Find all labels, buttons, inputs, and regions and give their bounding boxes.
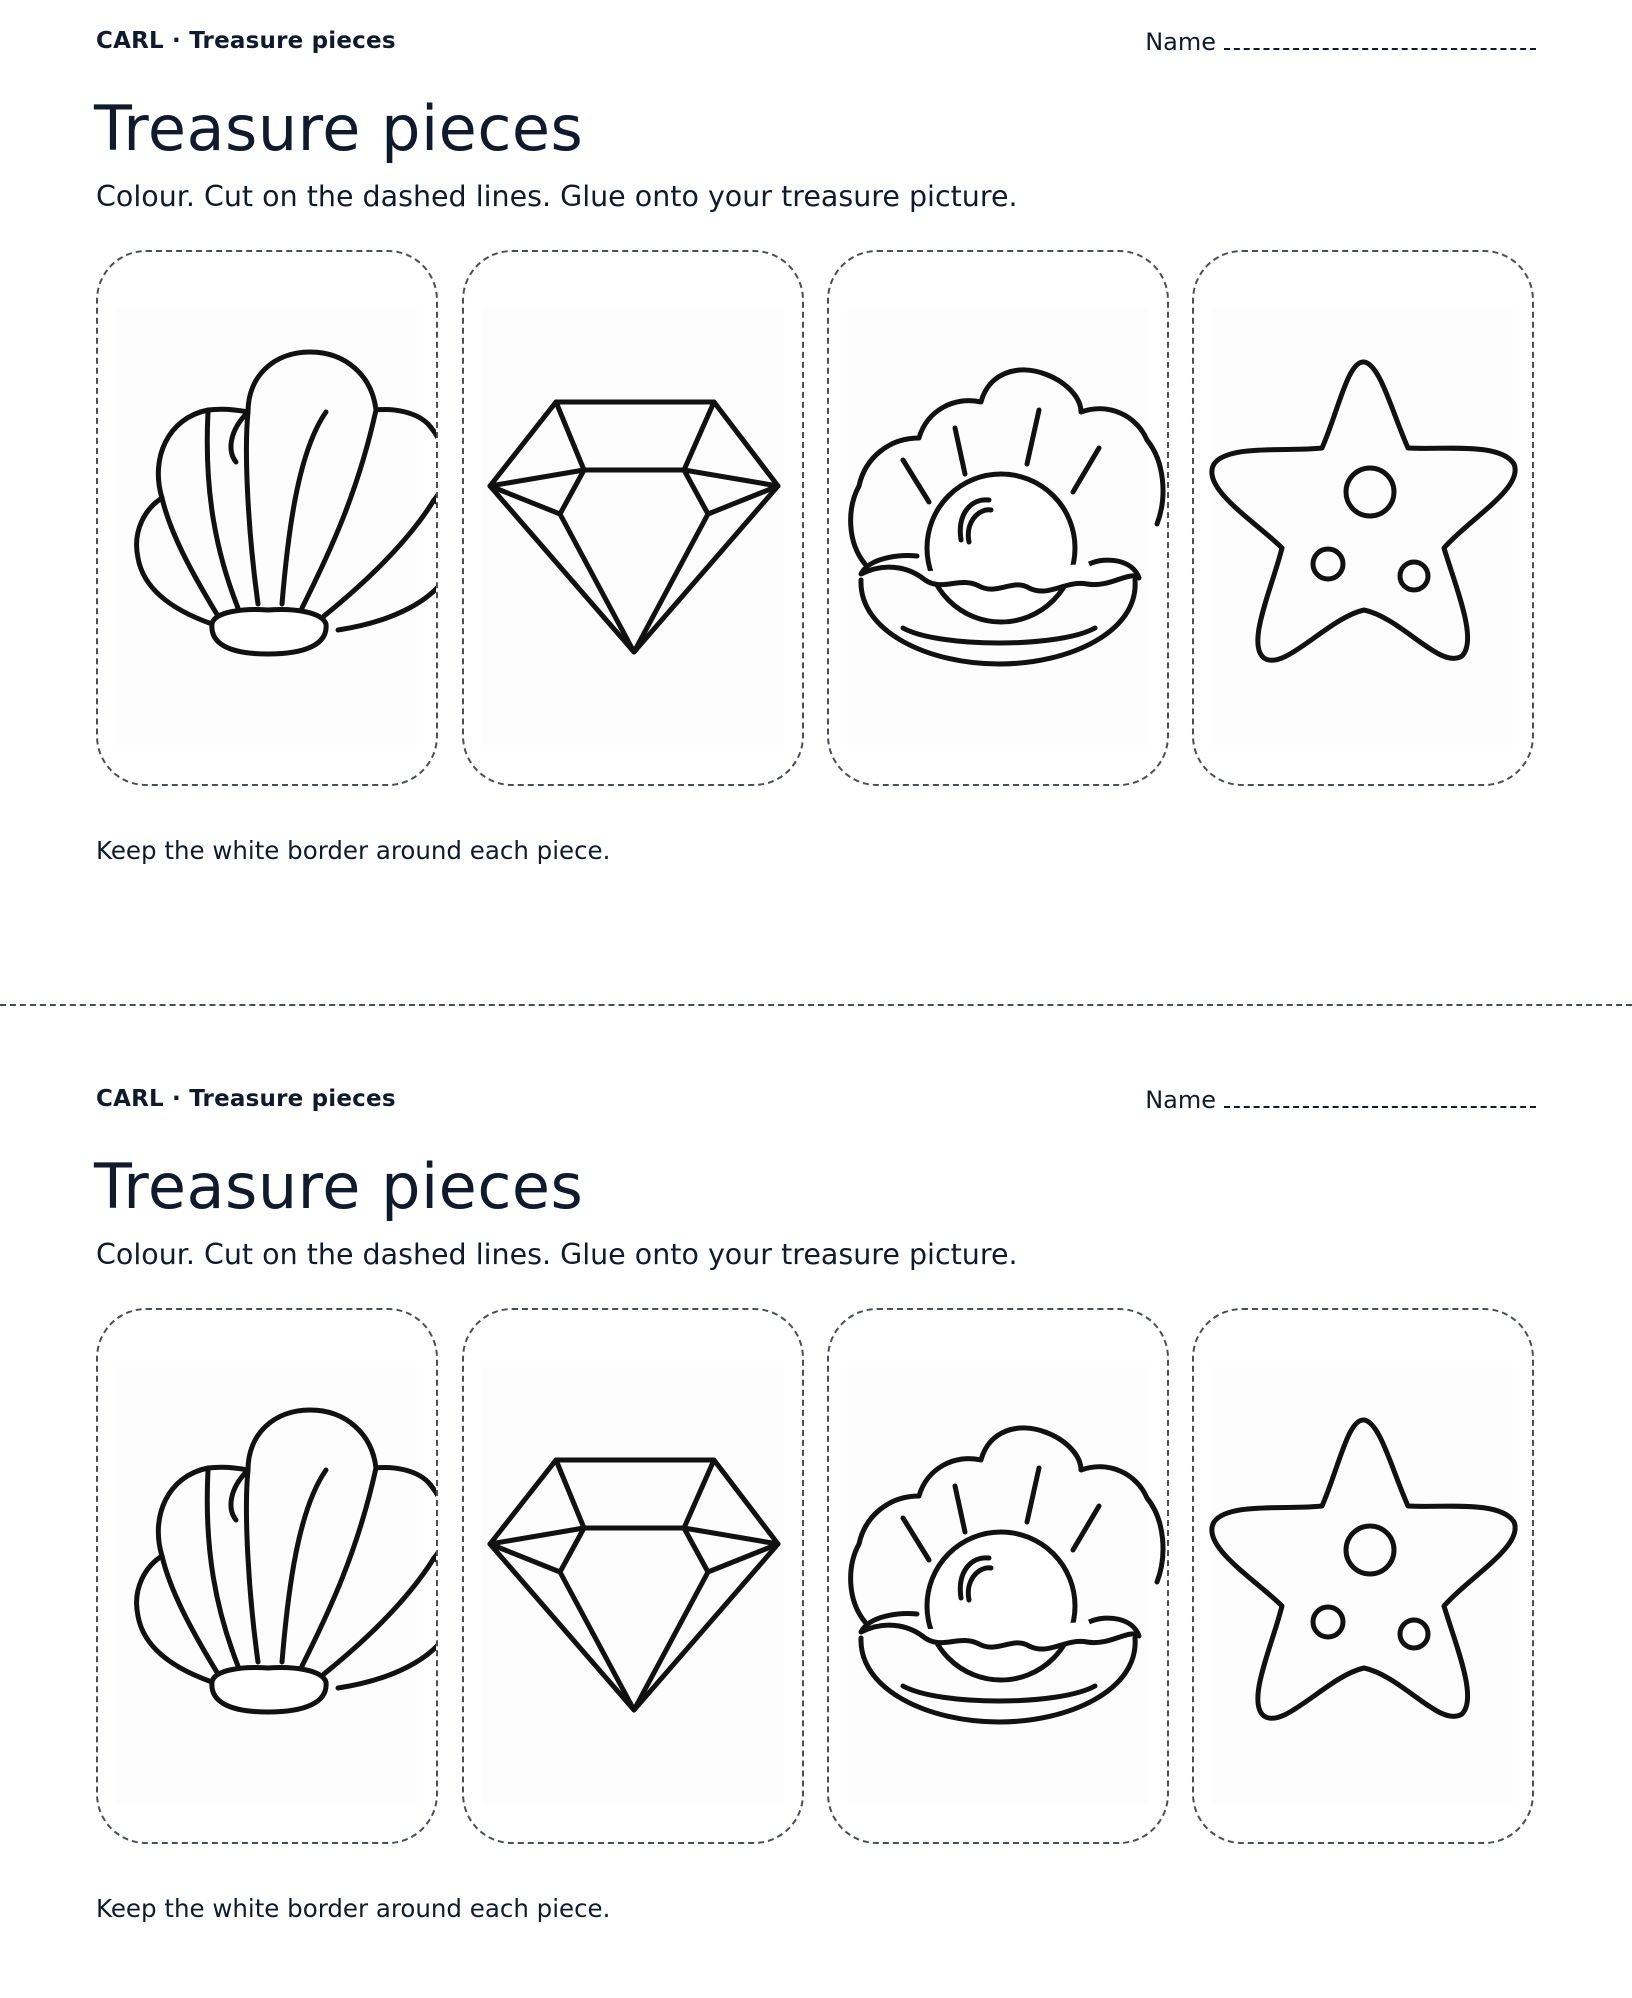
instructions: Colour. Cut on the dashed lines. Glue onto your treasure picture. [96,180,1018,213]
piece-card-shell [96,1308,438,1844]
piece-card-oyster [827,1308,1169,1844]
scallop-shell-icon [98,252,436,784]
piece-card-starfish [1192,250,1534,786]
starfish-icon [1194,1310,1532,1842]
brand-label: CARL · Treasure pieces [96,1086,396,1112]
name-write-line [1224,1088,1536,1108]
name-label: Name [1145,28,1216,56]
oyster-pearl-icon [829,252,1167,784]
diamond-gem-icon [464,1310,802,1842]
worksheet-top [0,0,1632,940]
diamond-gem-icon [464,252,802,784]
worksheet-bottom [0,1058,1632,1998]
page-title: Treasure pieces [94,1150,584,1223]
scallop-shell-icon [98,1310,436,1842]
name-label: Name [1145,1086,1216,1114]
oyster-pearl-icon [829,1310,1167,1842]
footnote: Keep the white border around each piece. [96,836,611,865]
piece-card-oyster [827,250,1169,786]
piece-card-starfish [1192,1308,1534,1844]
piece-card-gem [462,250,804,786]
page-title: Treasure pieces [94,92,584,165]
name-field [1145,28,1536,56]
piece-card-shell [96,250,438,786]
name-write-line [1224,30,1536,50]
starfish-icon [1194,252,1532,784]
piece-card-gem [462,1308,804,1844]
cut-line [0,1004,1632,1006]
brand-label: CARL · Treasure pieces [96,28,396,54]
footnote: Keep the white border around each piece. [96,1894,611,1923]
instructions: Colour. Cut on the dashed lines. Glue onto your treasure picture. [96,1238,1018,1271]
name-field [1145,1086,1536,1114]
